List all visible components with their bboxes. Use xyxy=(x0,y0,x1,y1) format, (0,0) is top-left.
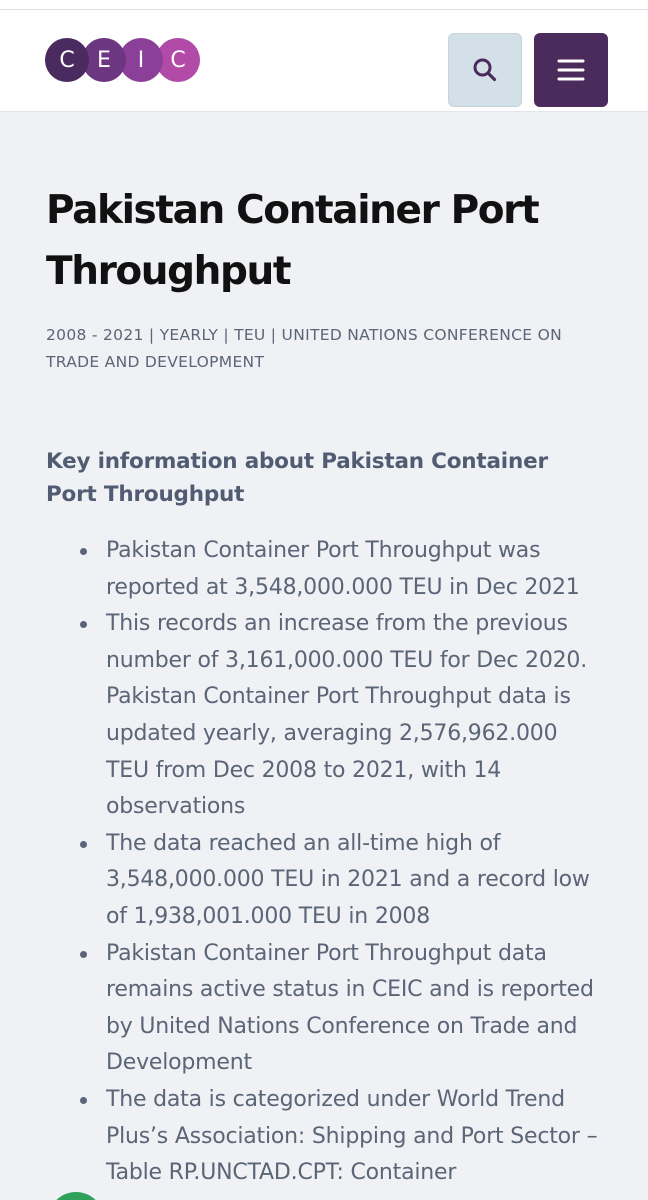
logo-letter-i: I xyxy=(119,38,163,82)
chat-badge[interactable] xyxy=(48,1192,104,1200)
logo-letter-e: E xyxy=(82,38,126,82)
hamburger-menu-icon xyxy=(557,58,585,82)
list-item: The data reached an all-time high of 3,548,000.000 TEU in 2021 and a record low of 1,938,001.000 TEU in 2008 xyxy=(106,826,602,936)
key-info-list xyxy=(46,533,602,1192)
list-item: The data is categorized under World Trend Plus’s Association: Shipping and Port Sector – Table RP.UNCTAD.CPT: Container xyxy=(106,1082,602,1192)
menu-button[interactable] xyxy=(534,33,608,107)
key-info-heading: Key information about Pakistan Container Port Throughput xyxy=(46,449,548,507)
main-content xyxy=(0,180,648,1192)
search-icon xyxy=(471,56,499,84)
list-item: Pakistan Container Port Throughput was reported at 3,548,000.000 TEU in Dec 2021 xyxy=(106,533,602,606)
site-header xyxy=(0,10,648,112)
top-strip xyxy=(0,0,648,10)
ceic-logo[interactable] xyxy=(45,38,193,82)
search-button[interactable] xyxy=(448,33,522,107)
list-item: Pakistan Container Port Throughput data remains active status in CEIC and is reported by United Nations Conference on Trade and Development xyxy=(106,936,602,1082)
series-meta: 2008 - 2021 | YEARLY | TEU | UNITED NATIONS CONFERENCE ON TRADE AND DEVELOPMENT xyxy=(46,326,563,371)
logo-letter-c2: C xyxy=(156,38,200,82)
logo-letter-c: C xyxy=(45,38,89,82)
page-title: Pakistan Container Port Throughput xyxy=(46,188,539,294)
list-item: This records an increase from the previous number of 3,161,000.000 TEU for Dec 2020. Pakistan Container Port Throughput data is updated yearly, averaging 2,576,962.000 TEU from Dec 2008 to 2021, with 14 observations xyxy=(106,606,602,826)
